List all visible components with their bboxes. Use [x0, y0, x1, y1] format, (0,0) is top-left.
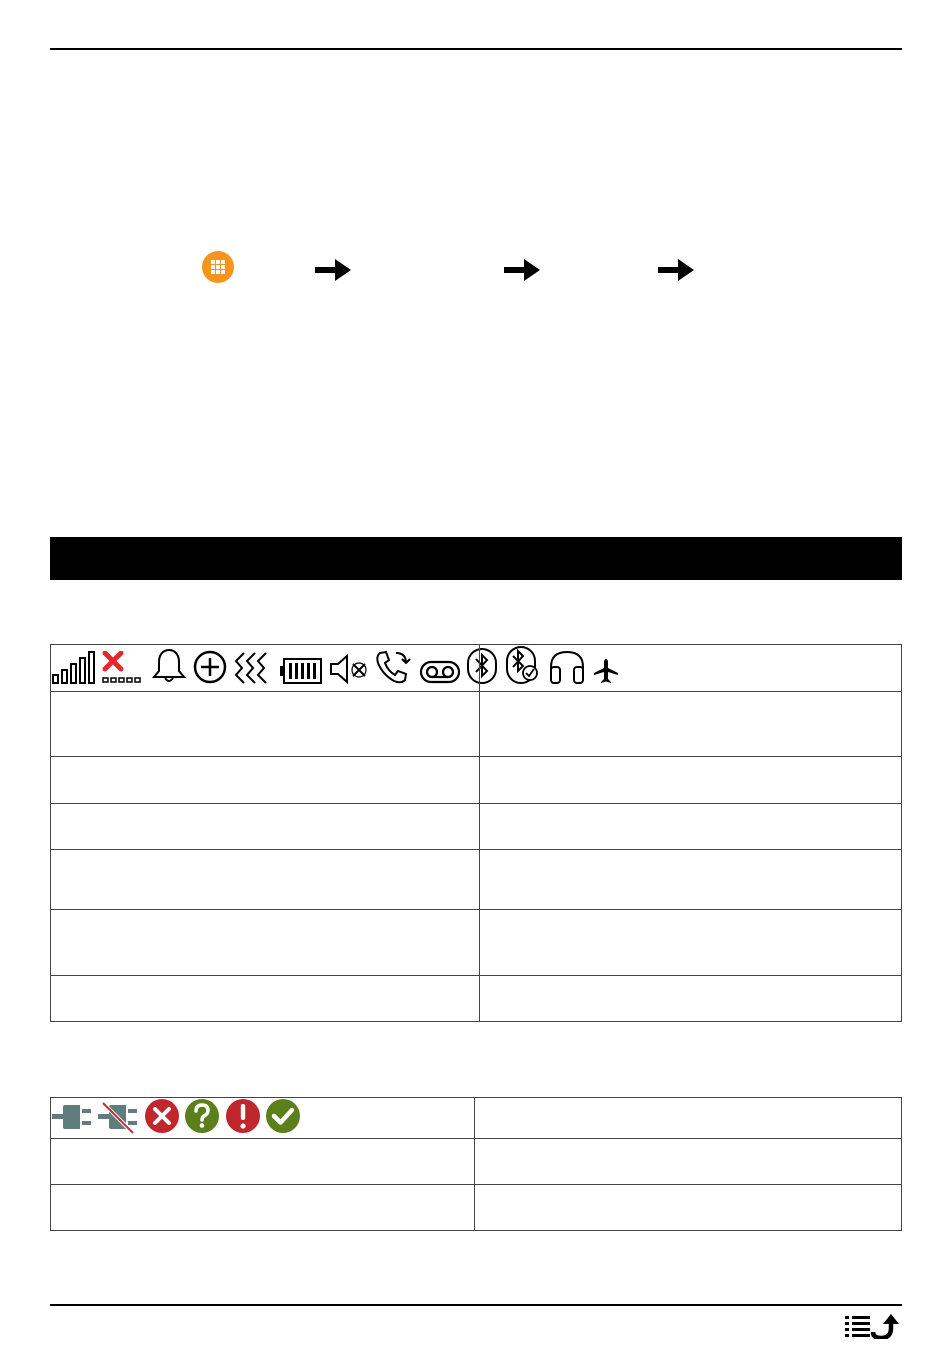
charger-connected-icon: [51, 1100, 93, 1134]
error-icon: [144, 1098, 180, 1134]
no-signal-icon: [101, 651, 145, 685]
arrow-right-icon: [313, 256, 353, 284]
arrow-right-icon: [502, 256, 542, 284]
charger-disconnected-icon: [97, 1100, 139, 1134]
question-icon: [184, 1098, 220, 1134]
signal-strength-icon: [51, 651, 97, 685]
voicemail-icon: [419, 659, 461, 685]
add-circle-icon: [192, 649, 228, 685]
header-rule: [50, 48, 902, 50]
success-icon: [265, 1098, 301, 1134]
headset-icon: [546, 649, 588, 685]
apps-grid-icon: [202, 251, 234, 283]
warning-icon: [225, 1098, 261, 1134]
section-heading-bar: [50, 537, 902, 580]
mute-icon: [328, 653, 370, 685]
table-of-contents-return-icon[interactable]: [843, 1313, 901, 1339]
navigation-path: [0, 250, 950, 294]
bluetooth-connected-icon: [504, 645, 542, 685]
bluetooth-icon: [465, 647, 499, 685]
arrow-right-icon: [656, 256, 696, 284]
battery-full-icon: [279, 657, 323, 685]
notification-icons-table: [50, 1097, 902, 1231]
status-icons-table: [50, 644, 902, 1022]
bell-icon: [150, 647, 188, 685]
airplane-icon: [592, 657, 620, 685]
vibrate-icon: [233, 651, 275, 685]
call-forward-icon: [374, 649, 414, 685]
footer-rule: [50, 1304, 902, 1306]
